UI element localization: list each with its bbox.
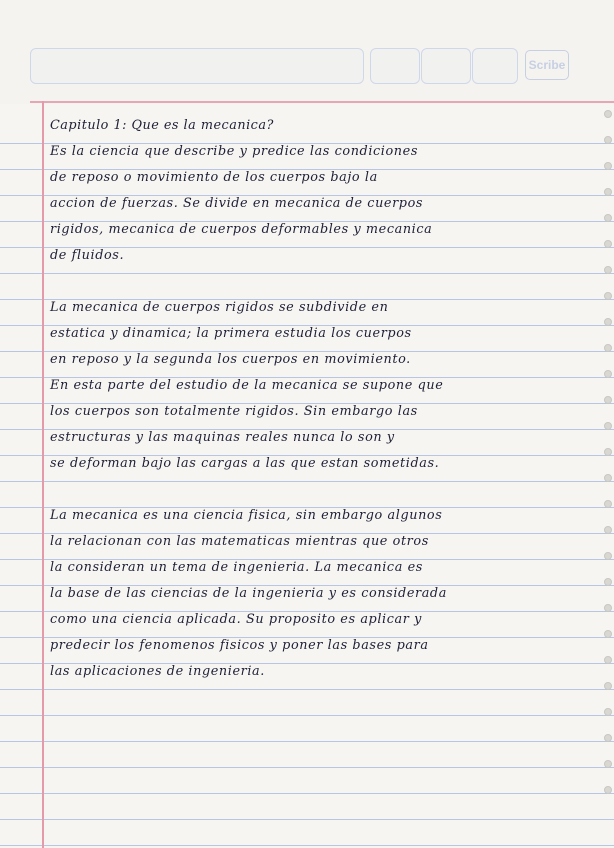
- top-margin-line: [30, 101, 614, 103]
- spiral-hole: [604, 734, 612, 742]
- text-line: las aplicaciones de ingenieria.: [50, 664, 265, 679]
- spiral-hole: [604, 448, 612, 456]
- spiral-hole: [604, 682, 612, 690]
- header-date-box: [370, 48, 420, 84]
- paragraph-gap: [50, 477, 598, 503]
- spiral-hole: [604, 292, 612, 300]
- text-line: estatica y dinamica; la primera estudia los cuerpos: [50, 326, 412, 341]
- spiral-hole: [604, 370, 612, 378]
- brand-logo: Scribe: [525, 50, 569, 80]
- spiral-hole: [604, 708, 612, 716]
- spiral-hole: [604, 656, 612, 664]
- header-field-box: [30, 48, 364, 84]
- left-margin-line: [42, 101, 44, 848]
- text-line: accion de fuerzas. Se divide en mecanica de cuerpos: [50, 196, 424, 211]
- spiral-hole: [604, 136, 612, 144]
- notebook-header: [0, 0, 614, 104]
- spiral-hole: [604, 500, 612, 508]
- spiral-hole: [604, 344, 612, 352]
- spiral-hole: [604, 526, 612, 534]
- spiral-hole: [604, 110, 612, 118]
- text-line: En esta parte del estudio de la mecanica se supone que: [50, 378, 444, 393]
- chapter-heading: Capitulo 1: Que es la mecanica?: [50, 118, 274, 133]
- spiral-hole: [604, 422, 612, 430]
- text-line: en reposo y la segunda los cuerpos en movimiento.: [50, 352, 411, 367]
- spiral-hole: [604, 474, 612, 482]
- spiral-hole: [604, 266, 612, 274]
- spiral-hole: [604, 318, 612, 326]
- spiral-hole: [604, 786, 612, 794]
- text-line: rigidos, mecanica de cuerpos deformables y mecanica: [50, 222, 433, 237]
- text-line: estructuras y las maquinas reales nunca lo son y: [50, 430, 395, 445]
- paragraph-2: [50, 295, 598, 477]
- spiral-hole: [604, 162, 612, 170]
- paragraph-1: [50, 139, 598, 269]
- paragraph-3: [50, 503, 598, 685]
- text-line: Es la ciencia que describe y predice las condiciones: [50, 144, 418, 159]
- spiral-hole: [604, 552, 612, 560]
- paragraph-gap: [50, 269, 598, 295]
- text-line: predecir los fenomenos fisicos y poner las bases para: [50, 638, 429, 653]
- spiral-hole: [604, 604, 612, 612]
- spiral-hole: [604, 396, 612, 404]
- text-line: se deforman bajo las cargas a las que estan sometidas.: [50, 456, 440, 471]
- text-line: la relacionan con las matematicas mientras que otros: [50, 534, 429, 549]
- handwritten-text: [50, 113, 598, 685]
- spiral-hole: [604, 630, 612, 638]
- text-line: La mecanica de cuerpos rigidos se subdivide en: [50, 300, 389, 315]
- text-line: la consideran un tema de ingenieria. La mecanica es: [50, 560, 423, 575]
- spiral-hole: [604, 760, 612, 768]
- text-line: de reposo o movimiento de los cuerpos bajo la: [50, 170, 378, 185]
- text-line: La mecanica es una ciencia fisica, sin embargo algunos: [50, 508, 443, 523]
- text-line: los cuerpos son totalmente rigidos. Sin embargo las: [50, 404, 418, 419]
- header-date-box: [421, 48, 471, 84]
- spiral-hole: [604, 578, 612, 586]
- spiral-hole: [604, 188, 612, 196]
- spiral-holes: [604, 110, 612, 810]
- spiral-hole: [604, 214, 612, 222]
- text-line: como una ciencia aplicada. Su proposito es aplicar y: [50, 612, 422, 627]
- text-line: de fluidos.: [50, 248, 125, 263]
- spiral-hole: [604, 240, 612, 248]
- header-date-box: [472, 48, 518, 84]
- text-line: la base de las ciencias de la ingenieria y es considerada: [50, 586, 447, 601]
